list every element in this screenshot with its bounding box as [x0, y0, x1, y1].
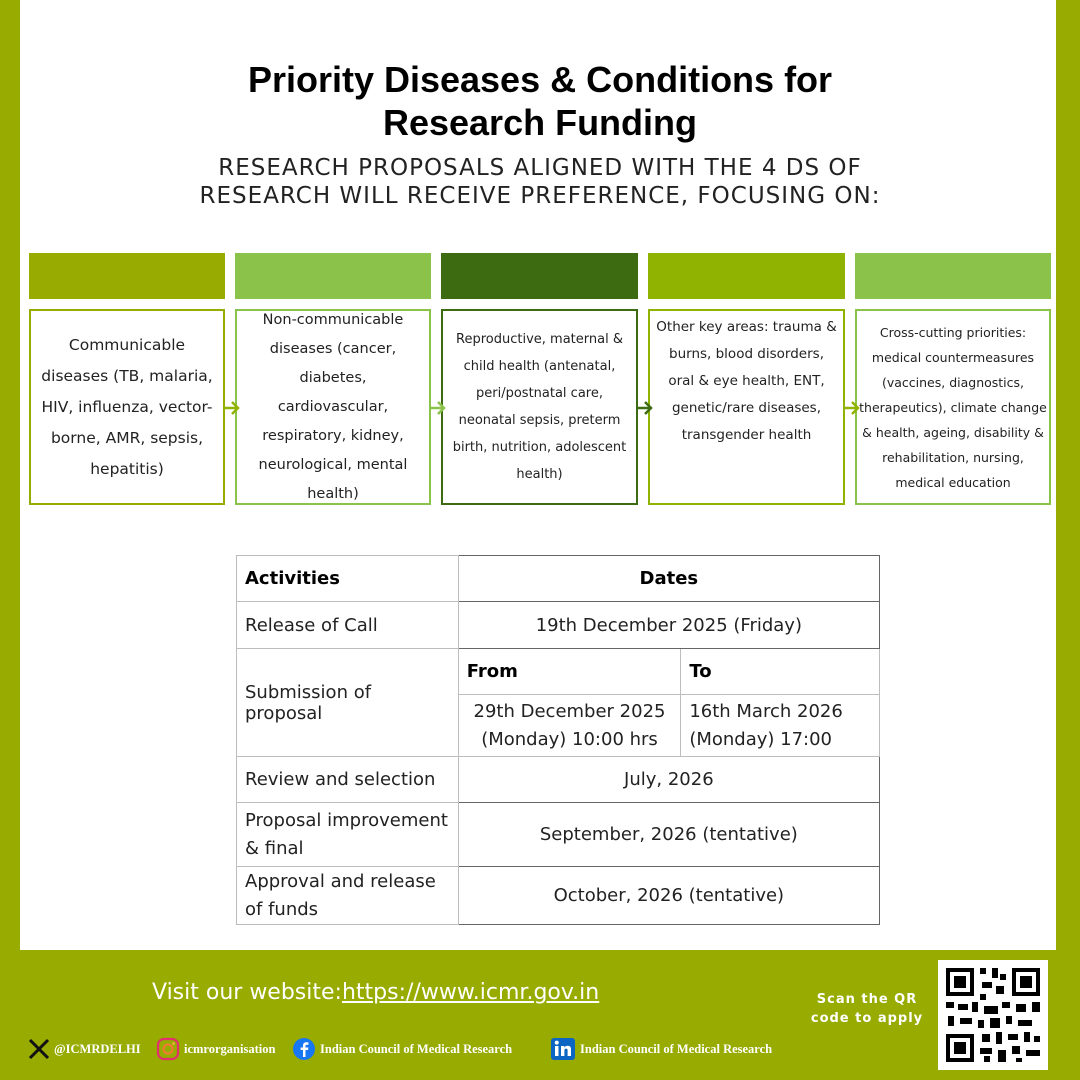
social-x[interactable]: [28, 1036, 141, 1062]
linkedin-name: Indian Council of Medical Research: [580, 1041, 773, 1056]
date-approval: October, 2026 (tentative): [458, 867, 879, 925]
category-bar-crosscutting: [855, 253, 1051, 299]
facebook-logo-icon: [292, 1037, 316, 1061]
subheader-to: To: [681, 649, 880, 695]
date-release: 19th December 2025 (Friday): [458, 602, 879, 649]
activity-review: Review and selection: [237, 757, 459, 803]
instagram-logo-icon: [156, 1037, 180, 1061]
scan-qr-text: Scan the QR code to apply: [810, 992, 924, 1026]
x-handle: @ICMRDELHI: [54, 1041, 141, 1056]
social-instagram[interactable]: [156, 1036, 275, 1062]
linkedin-logo-icon: [550, 1037, 576, 1061]
website-label: Visit our website:: [152, 980, 342, 1005]
category-card-noncommunicable: Non-communicable diseases (cancer, diabetes, cardiovascular, respiratory, kidney, neurological, mental health): [235, 309, 431, 505]
social-linkedin[interactable]: [550, 1036, 772, 1062]
date-submission-from: 29th December 2025 (Monday) 10:00 hrs: [458, 695, 681, 757]
category-bar-noncommunicable: [235, 253, 431, 299]
arrow-right-icon: [635, 398, 655, 418]
schedule-table: [236, 555, 880, 925]
instagram-handle: icmrorganisation: [184, 1041, 276, 1056]
activity-release: Release of Call: [237, 602, 459, 649]
subheader-from: From: [458, 649, 681, 695]
activity-submission: Submission of proposal: [237, 649, 459, 757]
qr-code-icon[interactable]: [938, 960, 1048, 1070]
category-card-other: Other key areas: trauma & burns, blood disorders, oral & eye health, ENT, genetic/rare diseases, transgender health: [648, 309, 845, 505]
arrow-right-icon: [222, 398, 242, 418]
category-bar-other: [648, 253, 845, 299]
x-logo-icon: [28, 1038, 50, 1060]
facebook-name: Indian Council of Medical Research: [320, 1041, 513, 1056]
website-line: [152, 980, 599, 1005]
header-dates: Dates: [458, 556, 879, 602]
website-link[interactable]: https://www.icmr.gov.in: [341, 980, 600, 1005]
page-title: Priority Diseases & Conditions for Research Funding: [247, 59, 833, 143]
date-improvement: September, 2026 (tentative): [458, 803, 879, 867]
category-card-communicable: Communicable diseases (TB, malaria, HIV, influenza, vector-borne, AMR, sepsis, hepatitis): [29, 309, 225, 505]
date-review: July, 2026: [458, 757, 879, 803]
category-bar-communicable: [29, 253, 225, 299]
category-card-maternal: Reproductive, maternal & child health (antenatal, peri/postnatal care, neonatal sepsis, preterm birth, nutrition, adolescent health): [441, 309, 638, 505]
header-activities: Activities: [237, 556, 459, 602]
page-subtitle: RESEARCH PROPOSALS ALIGNED WITH THE 4 DS OF RESEARCH WILL RECEIVE PREFERENCE, FOCUSING ON:: [199, 155, 881, 209]
activity-approval: Approval and release of funds: [237, 867, 459, 925]
date-submission-to: 16th March 2026 (Monday) 17:00: [681, 695, 880, 757]
arrow-right-icon: [842, 398, 862, 418]
arrow-right-icon: [428, 398, 448, 418]
social-facebook[interactable]: [292, 1036, 512, 1062]
category-bar-maternal: [441, 253, 638, 299]
activity-improvement: Proposal improvement & final: [237, 803, 459, 867]
category-card-crosscutting: Cross-cutting priorities: medical countermeasures (vaccines, diagnostics, therapeutics), climate change & health, ageing, disability & rehabilitation, nursing, medical education: [855, 309, 1051, 505]
